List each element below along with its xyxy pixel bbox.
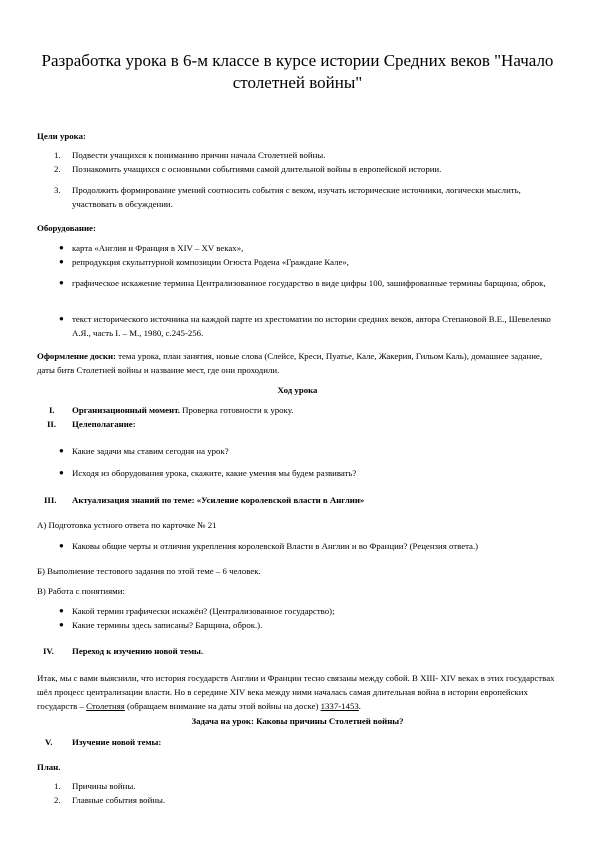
goal-number: 2. <box>54 164 61 174</box>
board-text: тема урока, план занятия, новые слова (Слейсе, Креси, Пуатье, Кале, Жакерия, Гильом Каль), домашнее задание, даты битв Столетней войны и название мест, где они проходили. <box>37 351 543 375</box>
section-number: IV. <box>43 646 54 656</box>
intro-text: Итак, мы с вами выяснили, что история государств Англии и Франции тесно связаны между собой. В XIII- XIV веках в этих государствах шёл процесс централизации власти. Но в середине XIV века между ними началась самая длительная война в истории европейских государств – <box>37 673 555 711</box>
board-paragraph <box>37 349 557 377</box>
question-item: Какие термины здесь записаны? Барщина, оброк.). <box>72 620 263 630</box>
intro-text-2: (обращаем внимание на даты этой войны на доске) <box>124 701 321 711</box>
equipment-item: текст исторического источника на каждой парте из хрестоматии по истории средних веков, автора Степановой В.Е., Шевеленко А.Я., часть I. – М., 1980, с.245-256. <box>72 314 551 338</box>
equipment-item: репродукция скульптурной композиции Огюста Родена «Граждане Кале», <box>72 257 349 267</box>
section-1-text: Проверка готовности к уроку. <box>179 405 294 415</box>
section-number: V. <box>45 737 53 747</box>
goal-item: Познакомить учащихся с основными событиями самой длительной войны в европейской истории. <box>72 164 442 174</box>
goal-item: Продолжить формирование умений соотносить события с веком, изучать исторические источники, логически мыслить, участвовать в обсуждении. <box>72 185 521 209</box>
intro-paragraph <box>37 671 559 713</box>
subsection-b: Б) Выполнение тестового задания по этой теме – 6 человек. <box>37 566 261 576</box>
bullet-icon: ● <box>59 257 64 266</box>
question-item: Какие задачи мы ставим сегодня на урок? <box>72 446 229 456</box>
question-item: Исходя из оборудования урока, скажите, какие умения мы будем развивать? <box>72 468 357 478</box>
section-1-label: Организационный момент. <box>72 405 180 415</box>
plan-number: 1. <box>54 781 61 791</box>
section-4-label: Переход к изучению новой темы. <box>72 646 204 656</box>
plan-number: 2. <box>54 795 61 805</box>
subsection-a: А) Подготовка устного ответа по карточке № 21 <box>37 520 217 530</box>
board-label: Оформление доски: <box>37 351 116 361</box>
section-number: III. <box>44 495 57 505</box>
bullet-icon: ● <box>59 278 64 287</box>
question-item: Каковы общие черты и отличия укрепления королевской Власти в Англии и во Франции? (Рецензия ответа.) <box>72 541 479 551</box>
goals-heading: Цели урока: <box>37 131 86 141</box>
equipment-item: карта «Англия и Франция в XIV – XV веках», <box>72 243 244 253</box>
plan-heading: План. <box>37 762 61 772</box>
equipment-heading: Оборудование: <box>37 223 96 233</box>
plan-item: Причины войны. <box>72 781 136 791</box>
plan-item: Главные события войны. <box>72 795 166 805</box>
section-3-label: Актуализация знаний по теме: «Усиление королевской власти в Англии» <box>72 495 365 505</box>
section-number: I. <box>49 405 55 415</box>
war-dates: 1337-1453 <box>320 701 359 711</box>
bullet-icon: ● <box>59 314 64 323</box>
bullet-icon: ● <box>59 541 64 550</box>
equipment-item: графическое искажение термина Централизованное государство в виде цифры 100, зашифрованные термины барщина, оброк, <box>72 278 546 288</box>
page-title: Разработка урока в 6-м классе в курсе истории Средних веков "Начало столетней войны" <box>41 51 554 92</box>
goal-number: 3. <box>54 185 61 195</box>
lesson-task: Задача на урок: Каковы причины Столетней войны? <box>191 716 404 726</box>
section-2-label: Целеполагание: <box>72 419 136 429</box>
goal-item: Подвести учащихся к пониманию причин начала Столетней войны. <box>72 150 326 160</box>
section-number: II. <box>47 419 57 429</box>
course-heading: Ход урока <box>277 385 318 395</box>
bullet-icon: ● <box>59 243 64 252</box>
bullet-icon: ● <box>59 620 64 629</box>
subsection-v: В) Работа с понятиями: <box>37 586 125 596</box>
bullet-icon: ● <box>59 468 64 477</box>
intro-end: . <box>358 701 361 711</box>
goal-number: 1. <box>54 150 61 160</box>
section-5-label: Изучение новой темы: <box>72 737 162 747</box>
bullet-icon: ● <box>59 446 64 455</box>
bullet-icon: ● <box>59 606 64 615</box>
question-item: Какой термин графически искажён? (Централизованное государство); <box>72 606 335 616</box>
hundred-years-war-term: Столетняя <box>86 701 125 711</box>
section-1 <box>72 403 293 417</box>
